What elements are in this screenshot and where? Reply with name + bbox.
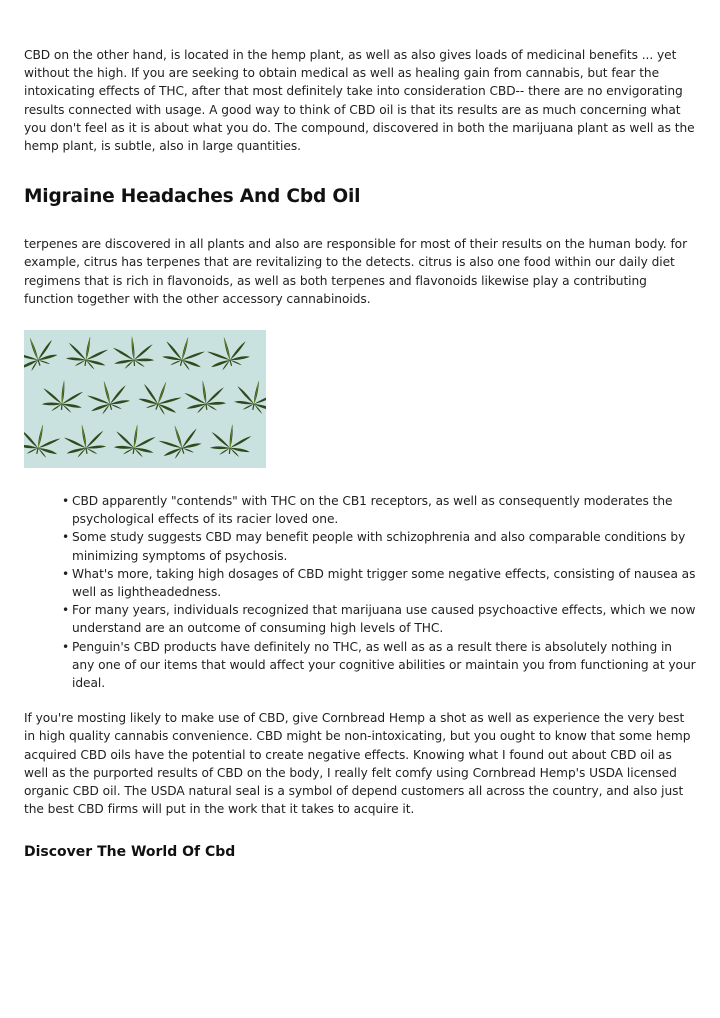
- intro-paragraph: CBD on the other hand, is located in the hemp plant, as well as also gives loads of medicinal benefits ... yet without the high. If you are seeking to obtain medical as well as healing gain from cannabis, but fear the intoxicating effects of THC, after that most definitely take into consideration CBD-- there are no envigorating results connected with usage. A good way to think of CBD oil is that its results are as much concerning what you don't feel as it is about what you do. The compound, discovered in both the marijuana plant as well as the hemp plant, is subtle, also in large quantities.: [24, 48, 695, 154]
- cannabis-leaf-pattern-image: [24, 330, 266, 468]
- list-item: • CBD apparently "contends" with THC on the CB1 receptors, as well as consequently moderates the psychological effects of its racier loved one.: [62, 494, 673, 527]
- bullet-list: [24, 492, 696, 692]
- list-item: • For many years, individuals recognized that marijuana use caused psychoactive effects, which we now understand are an outcome of consuming high levels of THC.: [62, 603, 696, 636]
- closing-paragraph: If you're mosting likely to make use of CBD, give Cornbread Hemp a shot as well as experience the very best in high quality cannabis convenience. CBD might be non-intoxicating, but you ought to know that some hemp acquired CBD oils have the potential to create negative effects. Knowing what I found out about CBD oil as well as the purported results of CBD on the body, I really felt comfy using Cornbread Hemp's USDA licensed organic CBD oil. The USDA natural seal is a symbol of depend customers all across the country, and also just the best CBD firms will put in the work that it takes to acquire it.: [24, 711, 691, 817]
- heading-discover: Discover The World Of Cbd: [24, 844, 236, 861]
- list-item: • What's more, taking high dosages of CBD might trigger some negative effects, consisting of nausea as well as lightheadedness.: [62, 566, 696, 600]
- heading-migraine: Migraine Headaches And Cbd Oil: [24, 186, 361, 208]
- list-item: • Some study suggests CBD may benefit people with schizophrenia and also comparable conditions by minimizing symptoms of psychosis.: [62, 530, 686, 563]
- list-item: • Penguin's CBD products have definitely no THC, as well as as a result there is absolutely nothing in any one of our items that would affect your cognitive abilities or maintain you from functioning at your ideal.: [62, 639, 696, 691]
- terpenes-paragraph: terpenes are discovered in all plants and also are responsible for most of their results on the human body. for example, citrus has terpenes that are revitalizing to the detects. citrus is also one food within our daily diet regimens that is rich in flavonoids, as well as both terpenes and flavonoids likewise play a contributing function together with the other accessory cannabinoids.: [24, 237, 688, 306]
